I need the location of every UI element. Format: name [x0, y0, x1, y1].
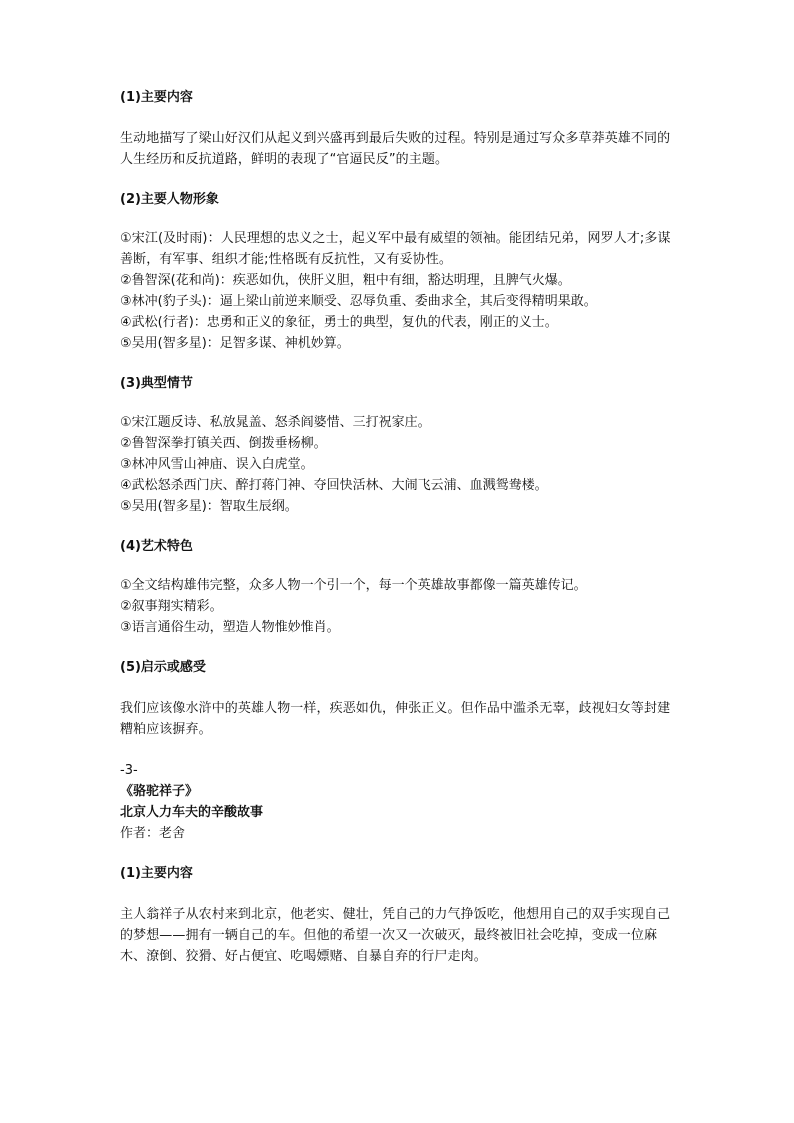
character-item: ⑤吴用(智多星)：足智多谋、神机妙算。 — [120, 336, 350, 351]
character-item: ①宋江(及时雨)：人民理想的忠义之士，起义军中最有威望的领袖。能团结兄弟，网罗人才;多谋善断，有军事、组织才能;性格既有反抗性，又有妥协性。 — [120, 231, 671, 267]
book-title: 《骆驼祥子》 — [120, 784, 199, 799]
document-page — [120, 88, 680, 967]
paragraph-camel-content: 主人翁祥子从农村来到北京，他老实、健壮，凭自己的力气挣饭吃，他想用自己的双手实现自己的梦想——拥有一辆自己的车。但他的希望一次又一次破灭，最终被旧社会吃掉，变成一位麻木、潦倒、狡猾、好占便宜、吃喝嫖赌、自暴自弃的行尸走肉。 — [120, 907, 671, 964]
heading-camel-content: (1)主要内容 — [120, 866, 193, 881]
art-item: ③语言通俗生动，塑造人物惟妙惟肖。 — [120, 620, 340, 635]
heading-insight: (5)启示或感受 — [120, 660, 206, 675]
character-item: ②鲁智深(花和尚)：疾恶如仇，侠肝义胆，粗中有细，豁达明理，且脾气火爆。 — [120, 273, 571, 288]
book-subtitle: 北京人力车夫的辛酸故事 — [120, 805, 264, 820]
character-item: ③林冲(豹子头)：逼上梁山前逆来顺受、忍辱负重、委曲求全，其后变得精明果敢。 — [120, 294, 597, 309]
art-item: ①全文结构雄伟完整，众多人物一个引一个，每一个英雄故事都像一篇英雄传记。 — [120, 578, 587, 593]
plot-item: ③林冲风雪山神庙、误入白虎堂。 — [120, 457, 314, 472]
page-number: -3- — [120, 763, 138, 778]
book-author: 作者：老舍 — [120, 826, 186, 841]
paragraph-insight: 我们应该像水浒中的英雄人物一样，疾恶如仇，伸张正义。但作品中滥杀无辜，歧视妇女等封建糟粕应该摒弃。 — [120, 701, 671, 737]
plot-item: ①宋江题反诗、私放晁盖、怒杀阎婆惜、三打祝家庄。 — [120, 415, 431, 430]
plot-item: ⑤吴用(智多星)：智取生辰纲。 — [120, 499, 298, 514]
heading-main-content: (1)主要内容 — [120, 90, 193, 105]
plot-item: ④武松怒杀西门庆、醉打蒋门神、夺回快活林、大闹飞云浦、血溅鸳鸯楼。 — [120, 478, 548, 493]
art-item: ②叙事翔实精彩。 — [120, 599, 223, 614]
plot-item: ②鲁智深拳打镇关西、倒拨垂杨柳。 — [120, 436, 327, 451]
heading-characters: (2)主要人物形象 — [120, 192, 219, 207]
heading-plots: (3)典型情节 — [120, 376, 193, 391]
character-item: ④武松(行者)：忠勇和正义的象征，勇士的典型，复仇的代表，刚正的义士。 — [120, 315, 558, 330]
heading-art: (4)艺术特色 — [120, 539, 193, 554]
paragraph-main-content: 生动地描写了梁山好汉们从起义到兴盛再到最后失败的过程。特别是通过写众多草莽英雄不同的人生经历和反抗道路，鲜明的表现了“官逼民反”的主题。 — [120, 131, 671, 167]
